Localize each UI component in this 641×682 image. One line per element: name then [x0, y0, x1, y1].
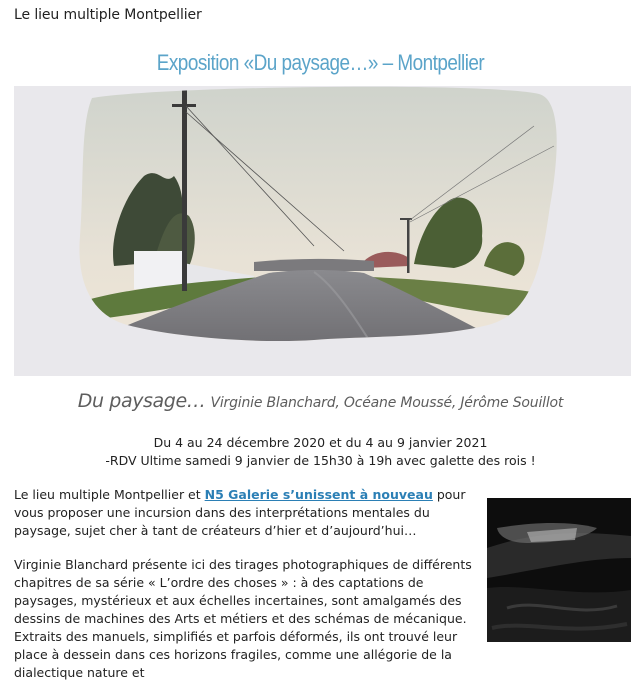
article-title[interactable]: Exposition «Du paysage…» – Montpellier [156, 50, 485, 75]
side-photo [487, 498, 631, 642]
dates-line-2: -RDV Ultime samedi 9 janvier de 15h30 à 19h avec galette des rois ! [105, 453, 536, 468]
intro-text-start: Le lieu multiple Montpellier et [14, 487, 205, 502]
subtitle-title: Du paysage… [77, 390, 206, 412]
exhibition-dates [0, 434, 641, 470]
dates-line-1: Du 4 au 24 décembre 2020 et du 4 au 9 janvier 2021 [153, 435, 488, 450]
hero-image [14, 86, 631, 376]
artist-paragraph: Virginie Blanchard présente ici des tirages photographiques de différents chapitres de sa série « L’ordre des choses » : à des captations de paysages, mystérieux et aux échelles incertaines, sont amalgamés des dessins de machines des Arts et métiers et des schémas de mécanique. Extraits des manuels, simplifiés et parfois déformés, ils ont trouvé leur place à dessein dans ces horizons fragiles, comme une allégorie de la dialectique nature et [14, 557, 472, 680]
site-title[interactable]: Le lieu multiple Montpellier [14, 7, 202, 23]
intro-paragraph [14, 486, 474, 540]
intro-text-end: pour vous proposer une incursion dans des interprétations mentales du paysage, sujet cher à tant de créateurs d’hier et d’aujourd’hui… [14, 487, 466, 538]
subtitle-artists: Virginie Blanchard, Océane Moussé, Jérôme Souillot [210, 395, 564, 411]
n5-galerie-link[interactable]: N5 Galerie s’unissent à nouveau [204, 487, 433, 502]
exhibition-subtitle [0, 390, 641, 412]
